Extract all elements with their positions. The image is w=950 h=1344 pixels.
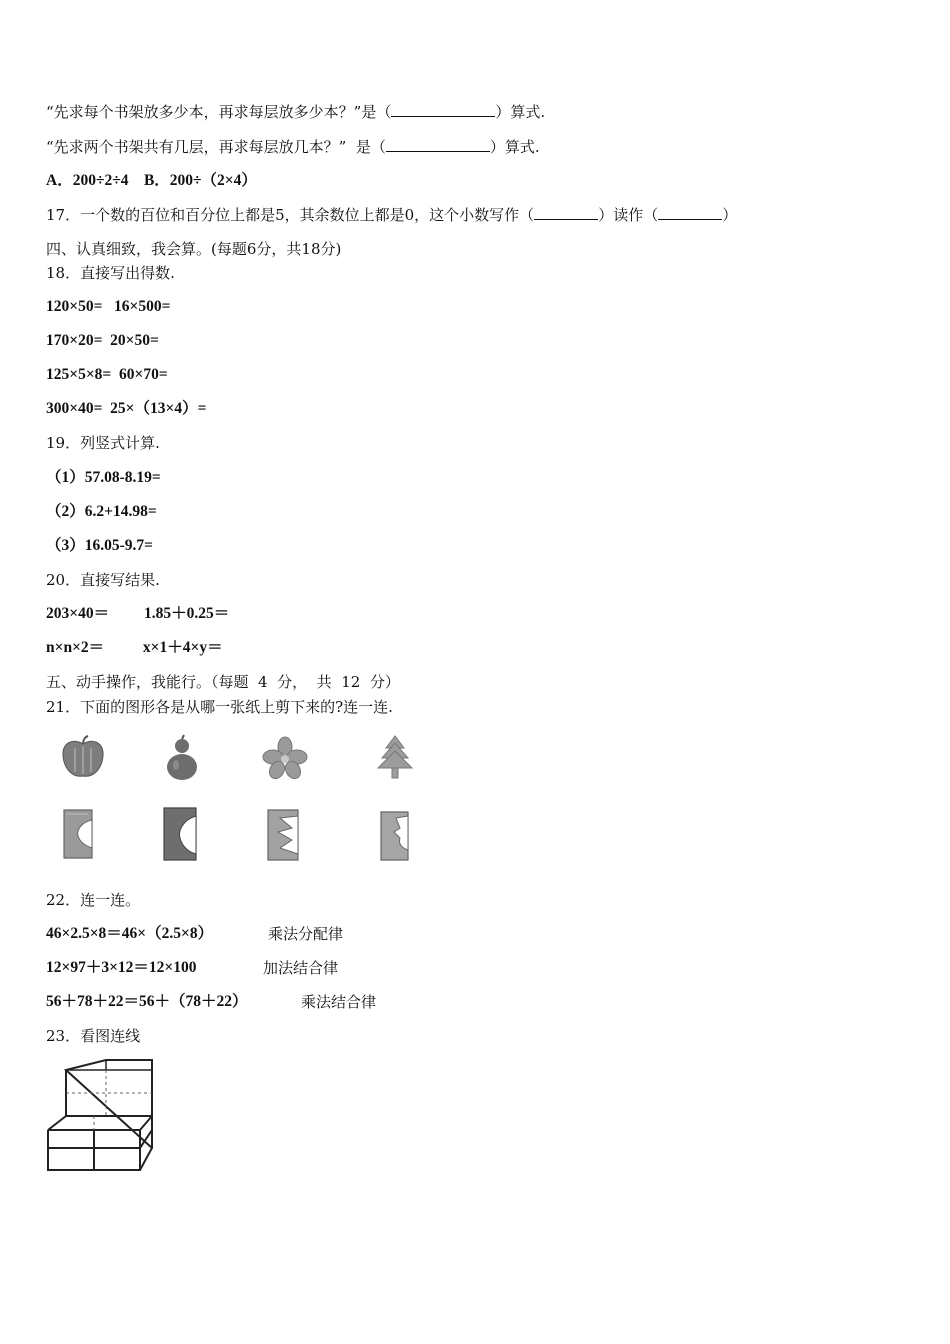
q20-row: n×n×2＝ x×1＋4×y＝ [46, 639, 223, 656]
q22-title: 22．连一连。 [46, 891, 141, 909]
cube-stack-figure [44, 1058, 159, 1176]
q18-title: 18．直接写出得数. [46, 264, 175, 282]
q22-expression[interactable]: 56＋78＋22＝56＋（78＋22） [46, 993, 248, 1010]
q16-line2: “先求两个书架共有几层，再求每层放几本？” 是（ ）算式. [46, 138, 540, 156]
answer-blank[interactable] [534, 205, 598, 220]
q22-law[interactable]: 乘法分配律 [268, 925, 344, 943]
q16-options: A．200÷2÷4 B．200÷（2×4） [46, 172, 257, 189]
q23-title: 23．看图连线 [46, 1027, 141, 1045]
flower-shape-icon[interactable] [262, 736, 308, 780]
apple-shape-icon[interactable] [58, 734, 108, 780]
q19-row: （1）57.08-8.19= [46, 469, 161, 486]
leaf-cutout-paper-icon[interactable] [60, 808, 96, 860]
q20-title: 20．直接写结果. [46, 571, 160, 589]
answer-blank[interactable] [391, 102, 495, 117]
q19-title: 19．列竖式计算. [46, 434, 160, 452]
answer-blank[interactable] [658, 205, 722, 220]
q19-row: （3）16.05-9.7= [46, 537, 153, 554]
q20-row: 203×40＝ 1.85＋0.25＝ [46, 605, 230, 622]
notch-cutout-paper-icon[interactable] [378, 810, 412, 862]
q18-row: 125×5×8= 60×70= [46, 366, 168, 383]
q19-row: （2）6.2+14.98= [46, 503, 157, 520]
gourd-shape-icon[interactable] [160, 734, 204, 782]
q17-text: 17．一个数的百位和百分位上都是5，其余数位上都是0，这个小数写作（ ）读作（ ） [46, 206, 738, 224]
q18-row: 170×20= 20×50= [46, 332, 159, 349]
q18-row: 300×40= 25×（13×4）= [46, 400, 207, 417]
section-5-title: 五、动手操作，我能行。（每题 4 分， 共 12 分） [46, 673, 400, 691]
answer-blank[interactable] [386, 137, 490, 152]
e-cutout-paper-icon[interactable] [264, 808, 302, 862]
tree-shape-icon[interactable] [374, 734, 416, 780]
q18-row: 120×50= 16×500= [46, 298, 171, 315]
q21-title: 21．下面的图形各是从哪一张纸上剪下来的?连一连. [46, 698, 393, 716]
q22-law[interactable]: 乘法结合律 [301, 993, 377, 1011]
q22-law[interactable]: 加法结合律 [263, 959, 339, 977]
q22-expression[interactable]: 46×2.5×8＝46×（2.5×8） [46, 925, 214, 942]
crescent-cutout-paper-icon[interactable] [158, 806, 200, 862]
section-4-title: 四、认真细致，我会算。(每题6分，共18分) [46, 240, 342, 258]
q16-line1: “先求每个书架放多少本，再求每层放多少本？”是（ ）算式. [46, 103, 546, 121]
q22-expression[interactable]: 12×97＋3×12＝12×100 [46, 959, 197, 976]
